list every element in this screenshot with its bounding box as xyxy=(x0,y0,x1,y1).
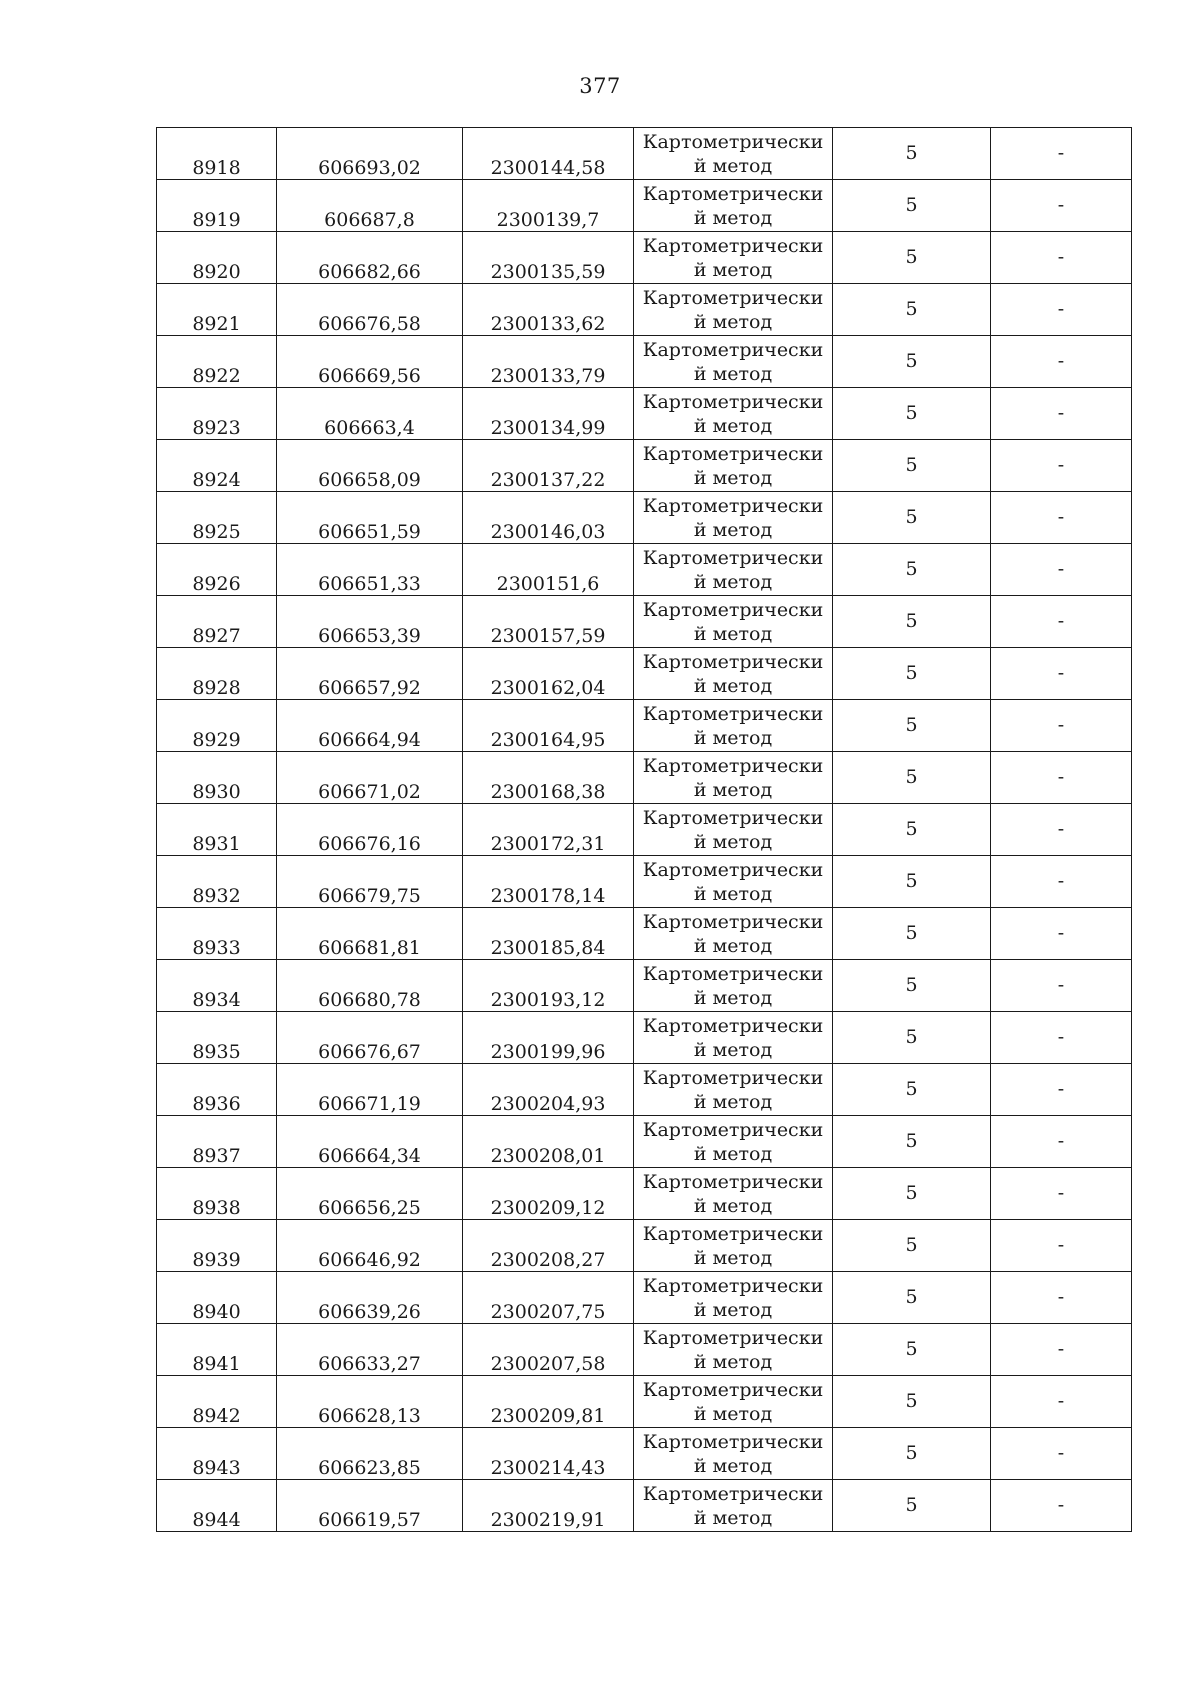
point-id-cell: 8928 xyxy=(157,648,277,700)
table-row xyxy=(157,232,1132,284)
x-coordinate-cell: 606681,81 xyxy=(277,908,463,960)
method-text-line2: й метод xyxy=(693,258,773,281)
method-text-line2: й метод xyxy=(693,310,773,333)
point-id-cell: 8934 xyxy=(157,960,277,1012)
method-text-line2: й метод xyxy=(693,1454,773,1477)
y-coordinate-cell: 2300208,27 xyxy=(463,1220,634,1272)
x-coordinate-cell: 606619,57 xyxy=(277,1480,463,1532)
method-text-line2: й метод xyxy=(693,466,773,489)
method-text-line1: Картометрически xyxy=(642,130,824,153)
table-row xyxy=(157,1428,1132,1480)
note-cell: - xyxy=(991,1012,1132,1064)
point-id-cell: 8940 xyxy=(157,1272,277,1324)
table-row xyxy=(157,700,1132,752)
y-coordinate-cell: 2300207,75 xyxy=(463,1272,634,1324)
accuracy-cell: 5 xyxy=(833,1376,991,1428)
method-text-line2: й метод xyxy=(693,154,773,177)
point-id-cell: 8933 xyxy=(157,908,277,960)
x-coordinate-cell: 606676,58 xyxy=(277,284,463,336)
table-row xyxy=(157,960,1132,1012)
x-coordinate-cell: 606664,94 xyxy=(277,700,463,752)
accuracy-cell: 5 xyxy=(833,960,991,1012)
table-row xyxy=(157,752,1132,804)
y-coordinate-cell: 2300172,31 xyxy=(463,804,634,856)
point-id-cell: 8930 xyxy=(157,752,277,804)
point-id-cell: 8936 xyxy=(157,1064,277,1116)
accuracy-cell: 5 xyxy=(833,1064,991,1116)
x-coordinate-cell: 606657,92 xyxy=(277,648,463,700)
accuracy-cell: 5 xyxy=(833,492,991,544)
x-coordinate-cell: 606623,85 xyxy=(277,1428,463,1480)
method-text-line2: й метод xyxy=(693,1142,773,1165)
method-text-line1: Картометрически xyxy=(642,1170,824,1193)
table-row xyxy=(157,1480,1132,1532)
method-text-line1: Картометрически xyxy=(642,286,824,309)
point-id-cell: 8927 xyxy=(157,596,277,648)
accuracy-cell: 5 xyxy=(833,388,991,440)
method-text-line1: Картометрически xyxy=(642,234,824,257)
table-row xyxy=(157,596,1132,648)
y-coordinate-cell: 2300193,12 xyxy=(463,960,634,1012)
table-row xyxy=(157,1116,1132,1168)
accuracy-cell: 5 xyxy=(833,1220,991,1272)
x-coordinate-cell: 606653,39 xyxy=(277,596,463,648)
note-cell: - xyxy=(991,492,1132,544)
method-text-line2: й метод xyxy=(693,726,773,749)
x-coordinate-cell: 606680,78 xyxy=(277,960,463,1012)
y-coordinate-cell: 2300207,58 xyxy=(463,1324,634,1376)
y-coordinate-cell: 2300164,95 xyxy=(463,700,634,752)
method-cell xyxy=(634,1168,833,1220)
method-text-line2: й метод xyxy=(693,1298,773,1321)
x-coordinate-cell: 606679,75 xyxy=(277,856,463,908)
y-coordinate-cell: 2300135,59 xyxy=(463,232,634,284)
method-cell xyxy=(634,960,833,1012)
method-cell xyxy=(634,752,833,804)
note-cell: - xyxy=(991,596,1132,648)
method-cell xyxy=(634,700,833,752)
point-id-cell: 8921 xyxy=(157,284,277,336)
note-cell: - xyxy=(991,388,1132,440)
table-row xyxy=(157,388,1132,440)
method-text-line1: Картометрически xyxy=(642,1014,824,1037)
method-text-line2: й метод xyxy=(693,622,773,645)
point-id-cell: 8922 xyxy=(157,336,277,388)
note-cell: - xyxy=(991,1428,1132,1480)
method-text-line1: Картометрически xyxy=(642,702,824,725)
method-text-line2: й метод xyxy=(693,518,773,541)
point-id-cell: 8918 xyxy=(157,128,277,180)
method-text-line1: Картометрически xyxy=(642,910,824,933)
note-cell: - xyxy=(991,1220,1132,1272)
method-text-line2: й метод xyxy=(693,206,773,229)
method-cell xyxy=(634,1272,833,1324)
x-coordinate-cell: 606664,34 xyxy=(277,1116,463,1168)
accuracy-cell: 5 xyxy=(833,440,991,492)
note-cell: - xyxy=(991,908,1132,960)
x-coordinate-cell: 606646,92 xyxy=(277,1220,463,1272)
method-cell xyxy=(634,1324,833,1376)
x-coordinate-cell: 606651,33 xyxy=(277,544,463,596)
method-text-line2: й метод xyxy=(693,1402,773,1425)
table-row xyxy=(157,440,1132,492)
x-coordinate-cell: 606671,19 xyxy=(277,1064,463,1116)
note-cell: - xyxy=(991,1116,1132,1168)
point-id-cell: 8939 xyxy=(157,1220,277,1272)
x-coordinate-cell: 606663,4 xyxy=(277,388,463,440)
note-cell: - xyxy=(991,1324,1132,1376)
y-coordinate-cell: 2300209,12 xyxy=(463,1168,634,1220)
accuracy-cell: 5 xyxy=(833,336,991,388)
note-cell: - xyxy=(991,1376,1132,1428)
method-cell xyxy=(634,1480,833,1532)
accuracy-cell: 5 xyxy=(833,804,991,856)
accuracy-cell: 5 xyxy=(833,856,991,908)
point-id-cell: 8943 xyxy=(157,1428,277,1480)
method-text-line2: й метод xyxy=(693,1038,773,1061)
method-text-line1: Картометрически xyxy=(642,1222,824,1245)
y-coordinate-cell: 2300209,81 xyxy=(463,1376,634,1428)
point-id-cell: 8937 xyxy=(157,1116,277,1168)
method-text-line1: Картометрически xyxy=(642,650,824,673)
accuracy-cell: 5 xyxy=(833,128,991,180)
table-row xyxy=(157,1272,1132,1324)
x-coordinate-cell: 606682,66 xyxy=(277,232,463,284)
method-text-line1: Картометрически xyxy=(642,546,824,569)
point-id-cell: 8931 xyxy=(157,804,277,856)
y-coordinate-cell: 2300204,93 xyxy=(463,1064,634,1116)
method-text-line2: й метод xyxy=(693,570,773,593)
method-cell xyxy=(634,388,833,440)
method-cell xyxy=(634,440,833,492)
method-cell xyxy=(634,804,833,856)
table-row xyxy=(157,1012,1132,1064)
y-coordinate-cell: 2300185,84 xyxy=(463,908,634,960)
method-cell xyxy=(634,648,833,700)
accuracy-cell: 5 xyxy=(833,1480,991,1532)
y-coordinate-cell: 2300219,91 xyxy=(463,1480,634,1532)
note-cell: - xyxy=(991,856,1132,908)
method-text-line2: й метод xyxy=(693,362,773,385)
method-text-line2: й метод xyxy=(693,674,773,697)
accuracy-cell: 5 xyxy=(833,596,991,648)
method-text-line1: Картометрически xyxy=(642,390,824,413)
point-id-cell: 8919 xyxy=(157,180,277,232)
method-cell xyxy=(634,1376,833,1428)
y-coordinate-cell: 2300168,38 xyxy=(463,752,634,804)
point-id-cell: 8932 xyxy=(157,856,277,908)
point-id-cell: 8938 xyxy=(157,1168,277,1220)
x-coordinate-cell: 606633,27 xyxy=(277,1324,463,1376)
method-text-line1: Картометрически xyxy=(642,962,824,985)
x-coordinate-cell: 606669,56 xyxy=(277,336,463,388)
y-coordinate-cell: 2300199,96 xyxy=(463,1012,634,1064)
note-cell: - xyxy=(991,180,1132,232)
note-cell: - xyxy=(991,336,1132,388)
accuracy-cell: 5 xyxy=(833,1116,991,1168)
y-coordinate-cell: 2300133,62 xyxy=(463,284,634,336)
method-cell xyxy=(634,336,833,388)
method-cell xyxy=(634,492,833,544)
point-id-cell: 8935 xyxy=(157,1012,277,1064)
table-row xyxy=(157,908,1132,960)
point-id-cell: 8941 xyxy=(157,1324,277,1376)
accuracy-cell: 5 xyxy=(833,284,991,336)
y-coordinate-cell: 2300146,03 xyxy=(463,492,634,544)
accuracy-cell: 5 xyxy=(833,1168,991,1220)
method-text-line2: й метод xyxy=(693,1350,773,1373)
table-row xyxy=(157,284,1132,336)
method-text-line2: й метод xyxy=(693,1246,773,1269)
table-body xyxy=(157,128,1132,1532)
y-coordinate-cell: 2300157,59 xyxy=(463,596,634,648)
y-coordinate-cell: 2300137,22 xyxy=(463,440,634,492)
y-coordinate-cell: 2300178,14 xyxy=(463,856,634,908)
method-text-line2: й метод xyxy=(693,934,773,957)
point-id-cell: 8923 xyxy=(157,388,277,440)
accuracy-cell: 5 xyxy=(833,232,991,284)
method-text-line1: Картометрически xyxy=(642,494,824,517)
point-id-cell: 8944 xyxy=(157,1480,277,1532)
accuracy-cell: 5 xyxy=(833,544,991,596)
method-cell xyxy=(634,1116,833,1168)
x-coordinate-cell: 606628,13 xyxy=(277,1376,463,1428)
table-row xyxy=(157,804,1132,856)
method-text-line1: Картометрически xyxy=(642,1066,824,1089)
table-row xyxy=(157,180,1132,232)
method-text-line2: й метод xyxy=(693,1506,773,1529)
method-cell xyxy=(634,284,833,336)
note-cell: - xyxy=(991,1168,1132,1220)
method-cell xyxy=(634,1012,833,1064)
method-text-line1: Картометрически xyxy=(642,442,824,465)
x-coordinate-cell: 606656,25 xyxy=(277,1168,463,1220)
method-text-line1: Картометрически xyxy=(642,1430,824,1453)
accuracy-cell: 5 xyxy=(833,1428,991,1480)
table-row xyxy=(157,1064,1132,1116)
note-cell: - xyxy=(991,648,1132,700)
note-cell: - xyxy=(991,232,1132,284)
method-cell xyxy=(634,596,833,648)
method-cell xyxy=(634,128,833,180)
method-cell xyxy=(634,908,833,960)
x-coordinate-cell: 606671,02 xyxy=(277,752,463,804)
method-text-line1: Картометрически xyxy=(642,1118,824,1141)
y-coordinate-cell: 2300162,04 xyxy=(463,648,634,700)
x-coordinate-cell: 606676,67 xyxy=(277,1012,463,1064)
note-cell: - xyxy=(991,1272,1132,1324)
accuracy-cell: 5 xyxy=(833,1324,991,1376)
table-row xyxy=(157,856,1132,908)
note-cell: - xyxy=(991,1064,1132,1116)
point-id-cell: 8920 xyxy=(157,232,277,284)
point-id-cell: 8926 xyxy=(157,544,277,596)
table-row xyxy=(157,1220,1132,1272)
method-text-line2: й метод xyxy=(693,1194,773,1217)
method-text-line1: Картометрически xyxy=(642,1482,824,1505)
method-text-line2: й метод xyxy=(693,414,773,437)
point-id-cell: 8942 xyxy=(157,1376,277,1428)
method-text-line2: й метод xyxy=(693,986,773,1009)
accuracy-cell: 5 xyxy=(833,180,991,232)
method-text-line1: Картометрически xyxy=(642,806,824,829)
method-text-line2: й метод xyxy=(693,1090,773,1113)
table-row xyxy=(157,128,1132,180)
accuracy-cell: 5 xyxy=(833,648,991,700)
method-cell xyxy=(634,1428,833,1480)
y-coordinate-cell: 2300214,43 xyxy=(463,1428,634,1480)
note-cell: - xyxy=(991,804,1132,856)
point-id-cell: 8925 xyxy=(157,492,277,544)
y-coordinate-cell: 2300208,01 xyxy=(463,1116,634,1168)
note-cell: - xyxy=(991,284,1132,336)
table-row xyxy=(157,544,1132,596)
y-coordinate-cell: 2300144,58 xyxy=(463,128,634,180)
note-cell: - xyxy=(991,440,1132,492)
point-id-cell: 8929 xyxy=(157,700,277,752)
accuracy-cell: 5 xyxy=(833,908,991,960)
method-text-line1: Картометрически xyxy=(642,598,824,621)
method-text-line1: Картометрически xyxy=(642,858,824,881)
note-cell: - xyxy=(991,128,1132,180)
coordinates-table xyxy=(156,127,1132,1532)
method-text-line1: Картометрически xyxy=(642,1274,824,1297)
method-text-line1: Картометрически xyxy=(642,1326,824,1349)
method-text-line1: Картометрически xyxy=(642,182,824,205)
table-row xyxy=(157,336,1132,388)
method-cell xyxy=(634,180,833,232)
x-coordinate-cell: 606651,59 xyxy=(277,492,463,544)
method-cell xyxy=(634,544,833,596)
method-text-line1: Картометрически xyxy=(642,754,824,777)
accuracy-cell: 5 xyxy=(833,1272,991,1324)
method-cell xyxy=(634,1220,833,1272)
note-cell: - xyxy=(991,752,1132,804)
method-text-line1: Картометрически xyxy=(642,1378,824,1401)
method-text-line2: й метод xyxy=(693,830,773,853)
method-text-line1: Картометрически xyxy=(642,338,824,361)
note-cell: - xyxy=(991,544,1132,596)
note-cell: - xyxy=(991,700,1132,752)
y-coordinate-cell: 2300134,99 xyxy=(463,388,634,440)
method-cell xyxy=(634,856,833,908)
accuracy-cell: 5 xyxy=(833,752,991,804)
table-row xyxy=(157,1324,1132,1376)
x-coordinate-cell: 606658,09 xyxy=(277,440,463,492)
method-cell xyxy=(634,1064,833,1116)
method-text-line2: й метод xyxy=(693,778,773,801)
y-coordinate-cell: 2300151,6 xyxy=(463,544,634,596)
x-coordinate-cell: 606693,02 xyxy=(277,128,463,180)
accuracy-cell: 5 xyxy=(833,1012,991,1064)
x-coordinate-cell: 606676,16 xyxy=(277,804,463,856)
table-row xyxy=(157,492,1132,544)
table-row xyxy=(157,648,1132,700)
note-cell: - xyxy=(991,1480,1132,1532)
x-coordinate-cell: 606639,26 xyxy=(277,1272,463,1324)
note-cell: - xyxy=(991,960,1132,1012)
method-text-line2: й метод xyxy=(693,882,773,905)
y-coordinate-cell: 2300133,79 xyxy=(463,336,634,388)
x-coordinate-cell: 606687,8 xyxy=(277,180,463,232)
method-cell xyxy=(634,232,833,284)
table-row xyxy=(157,1376,1132,1428)
y-coordinate-cell: 2300139,7 xyxy=(463,180,634,232)
point-id-cell: 8924 xyxy=(157,440,277,492)
page-number: 377 xyxy=(579,74,621,98)
accuracy-cell: 5 xyxy=(833,700,991,752)
table-row xyxy=(157,1168,1132,1220)
